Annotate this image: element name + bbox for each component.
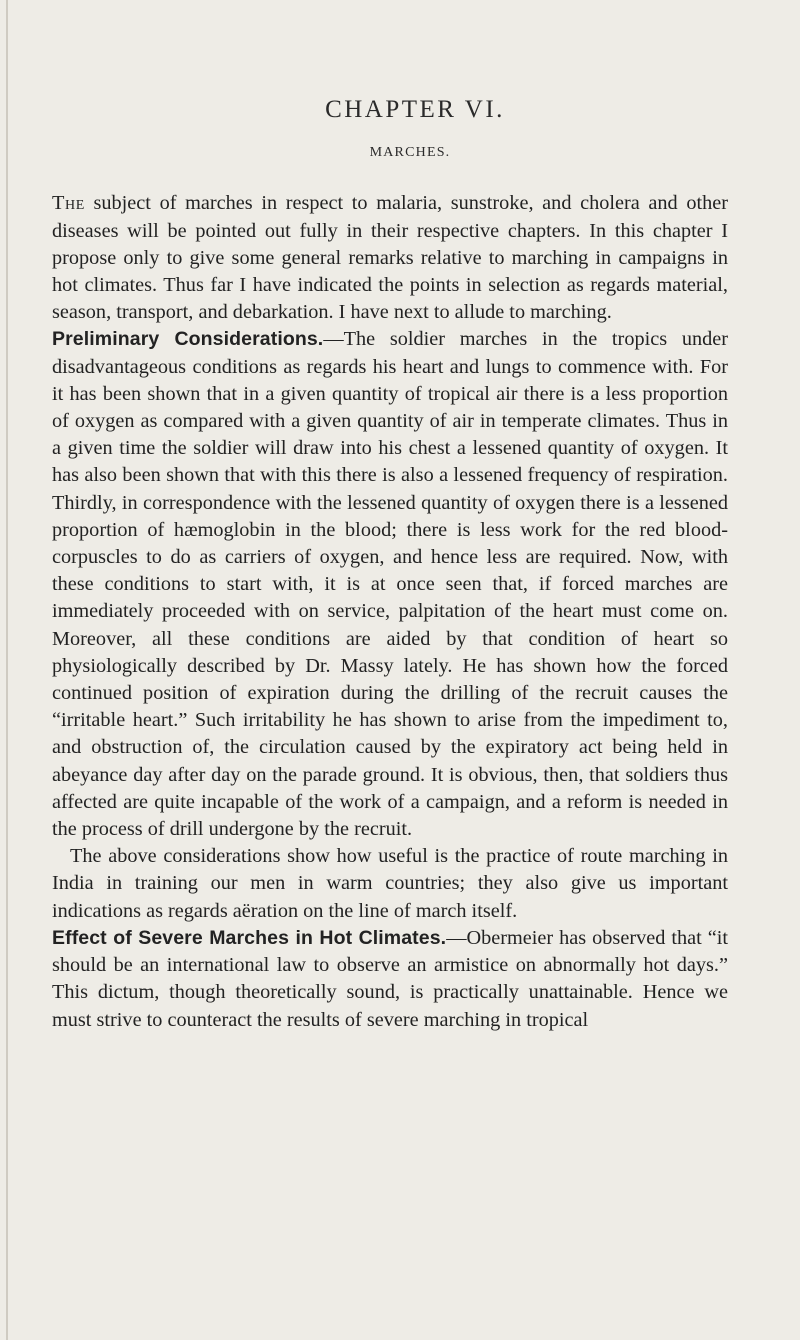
paragraph-route-marching-text: The above considerations show how useful is the practice of route marching in India in training our men in warm countries; they also give us important indications as regards aëration on the line of march itself.: [52, 845, 728, 922]
paragraph-route-marching: [52, 843, 728, 925]
paragraph-heading-preliminary: Preliminary Considerations.: [52, 328, 324, 351]
paragraph-preliminary-considerations: [52, 326, 728, 843]
paragraph-effect-severe-marches: [52, 925, 728, 1034]
paragraph-preliminary-text: —The soldier marches in the tropics under disadvantageous conditions as regards his heart and lungs to commence with. For it has been shown that in a given quantity of tropical air there is a less proportion of oxygen as compared with a given quantity of air in temperate climates. Thus in a given time the soldier will draw into his chest a lessened quantity of oxygen. It has also been shown that with this there is also a lessened frequency of respiration. Thirdly, in correspondence with the lessened quantity of oxygen there is a lessened proportion of hæmoglobin in the blood; there is less work for the red blood-corpuscles to do as carriers of oxygen, and hence less are required. Now, with these conditions to start with, it is at once seen that, if forced marches are immediately proceeded with on service, palpitation of the heart must come on. Moreover, all these conditions are aided by that condition of heart so physiologically described by Dr. Massy lately. He has shown how the forced continued position of expiration during the drilling of the recruit causes the “irritable heart.” Such irritability he has shown to arise from the impediment to, and obstruction of, the circulation caused by the expiratory act being held in abeyance day after day on the parade ground. It is obvious, then, that soldiers thus affected are quite incapable of the work of a campaign, and a reform is needed in the process of drill undergone by the recruit.: [52, 328, 728, 841]
page-edge-line: [6, 0, 8, 1340]
paragraph-intro-text: subject of marches in respect to malaria, sunstroke, and cholera and other diseases will be pointed out fully in their respective chapters. In this chapter I propose only to give some general remarks relative to marching in campaigns in hot climates. Thus far I have indicated the points in selection as regards material, season, transport, and debarkation. I have next to allude to marching.: [52, 192, 728, 324]
paragraph-lead-word: The: [52, 192, 85, 215]
paragraph-effect-text: —Obermeier has observed that “it should be an international law to observe an armistice on abnormally hot days.” This dictum, though theoretically sound, is practically unattainable. Hence we must strive to counteract the results of severe marching in tropical: [52, 926, 728, 1031]
paragraph-heading-effect: Effect of Severe Marches in Hot Climates.: [52, 926, 447, 949]
paragraph-intro: [52, 190, 728, 326]
page-text-block: [52, 96, 728, 1034]
section-title: MARCHES.: [369, 145, 451, 161]
chapter-title: CHAPTER VI.: [325, 96, 505, 123]
